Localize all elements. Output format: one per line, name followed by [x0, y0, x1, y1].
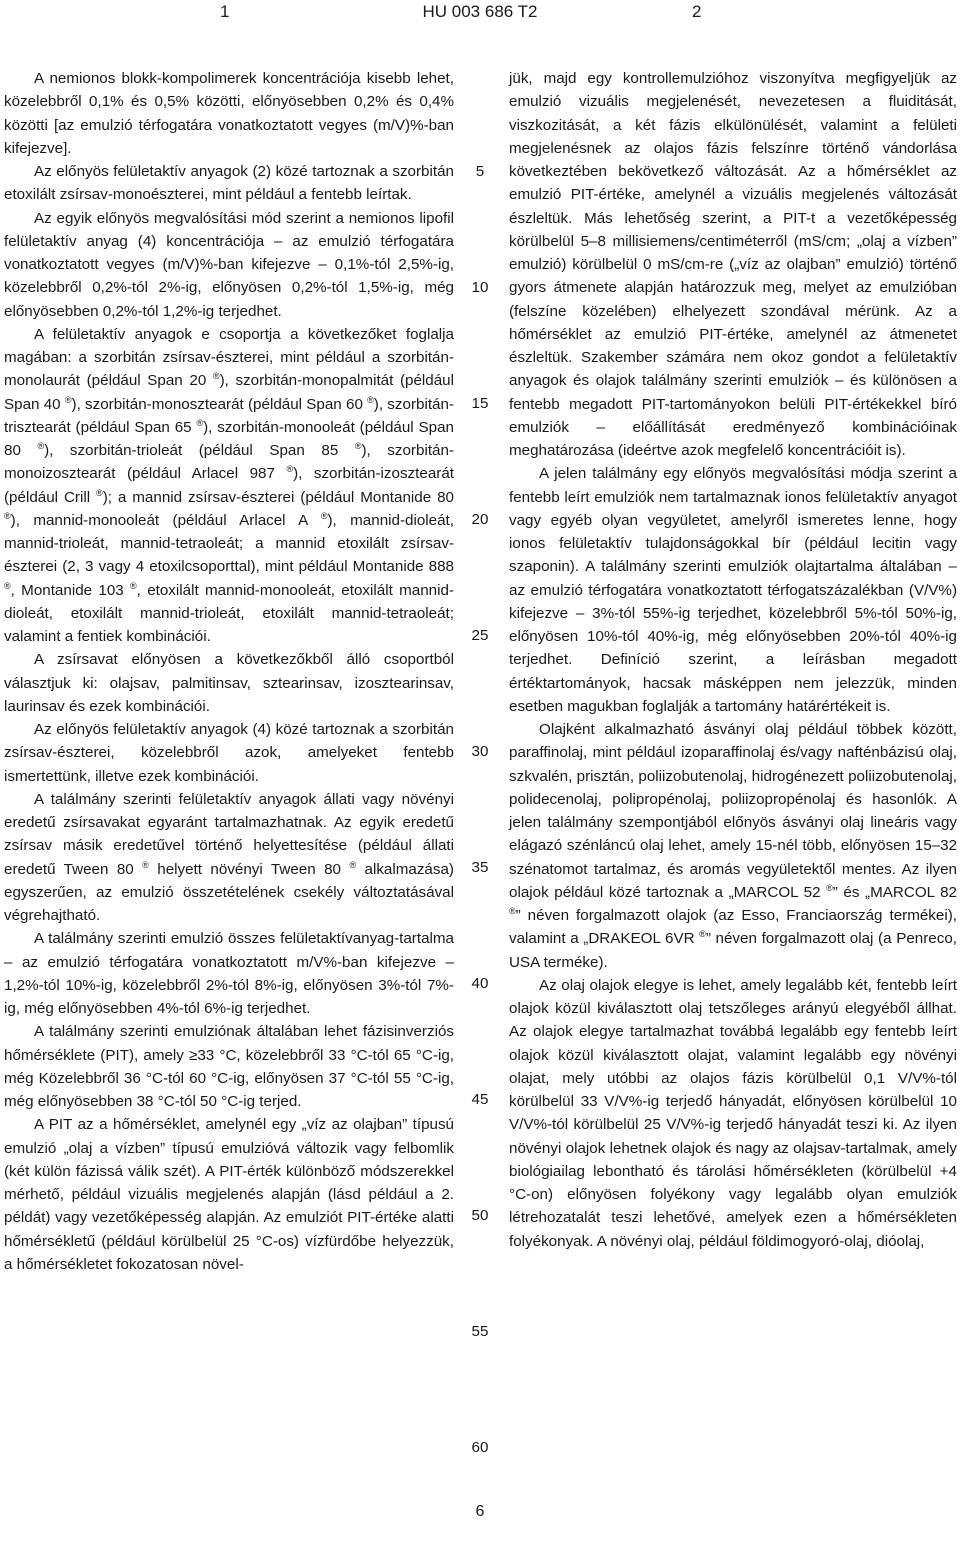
paragraph: A PIT az a hőmérséklet, amelynél egy „víz az olajban” típusú emulzió „olaj a vízben” típusú emulzióvá változik vagy felbomlik (két külön fázissá válik szét). A PIT-érték különböző módszerekkel mérhető, például vizuális megjelenés alapján (lásd például a 2. példát) vagy vezetőképesség alapján. Az emulziót PIT-értéke alatti hőmérsékletű (például körülbelül 25 °C-os) vízfürdőbe helyezzük, a hőmérsékletet fokozatosan növel-: [4, 1116, 454, 1273]
registered-mark: ®: [349, 859, 357, 870]
document-id: HU 003 686 T2: [422, 2, 538, 21]
paragraph: A találmány szerinti felületaktív anyagok állati vagy növényi eredetű zsírsavakat egyaránt tartalmazhatnak. Az egyik eredetű zsírsav másik eredetűvel történő helyettesítése (például állati eredetű Tween 80 ® helyett növényi Tween 80 ® alkalmazása) egyszerűen, az emulzió összetételének csekély változtatásával végrehajtható.: [4, 790, 454, 924]
line-number: 10: [471, 279, 489, 296]
registered-mark: ®: [212, 371, 220, 382]
registered-mark: ®: [826, 882, 833, 893]
registered-mark: ®: [4, 510, 11, 521]
paragraph: A találmány szerinti emulziónak általában lehet fázisinverziós hőmérséklete (PIT), amely ≥33 °C, közelebbről 33 °C-tól 65 °C-ig, még Közelebbről 36 °C-tól 60 °C-ig, előnyösen 37 °C-tól 55 °C-ig, még előnyösebben 38 °C-tól 50 °C-ig terjed.: [4, 1023, 454, 1110]
line-number: 55: [471, 1323, 489, 1340]
line-number: 50: [471, 1207, 489, 1224]
registered-mark: ®: [367, 394, 374, 405]
registered-mark: ®: [320, 510, 328, 521]
paragraph: A nemionos blokk-kompolimerek koncentrációja kisebb lehet, közelebbről 0,1% és 0,5% közötti, előnyösebben 0,2% és 0,4% közötti [az emulzió térfogatára vonatkoztatott vegyes (m/V)%-ban kifejezve].: [4, 70, 454, 157]
line-number: 25: [471, 627, 489, 644]
line-number-gutter: [460, 67, 500, 1487]
paragraph: Az egyik előnyös megvalósítási mód szerint a nemionos lipofil felületaktív anyag (4) koncentrációja – az emulzió térfogatára vonatkoztatott vegyes (m/V)%-ban kifejezve – 0,1%-tól 2,5%-ig, közelebbről 0,2%-tól 2%-ig, előnyösen 0,2%-tól 1,5%-ig, még előnyösebben 0,2%-tól 1,2%-ig terjedhet.: [4, 209, 454, 320]
line-number: 60: [471, 1439, 489, 1456]
left-column: [4, 67, 454, 1276]
registered-mark: ®: [96, 487, 103, 498]
registered-mark: ®: [4, 580, 11, 591]
line-number: 40: [471, 975, 489, 992]
line-number: 5: [475, 163, 485, 180]
paragraph: A jelen találmány egy előnyös megvalósítási módja szerint a fentebb leírt emulziók nem tartalmaznak ionos felületaktív anyagot vagy egyéb olyan vegyületet, amelyről ismeretes lenne, hogy ionos felületaktív tulajdonságokkal bír (például lecitin vagy szaponin). A találmány szerinti emulziók olajtartalma általában – az emulzió térfogatára vonatkoztatott térfogatszázalékban (V/V%) kifejezve – 3%-tól 55%-ig terjedhet, közelebbről 5%-tól 50%-ig, előnyösen 10%-tól 40%-ig, még előnyösebben 20%-tól 40%-ig terjedhet. Definíció szerint, a leírásban megadott értéktartományok, hacsak másképpen nem jelezzük, minden esetben magukban foglalják a tartomány határértékeit is.: [509, 465, 957, 715]
line-number: 45: [471, 1091, 489, 1108]
page-number: 6: [475, 1503, 485, 1520]
paragraph: A felületaktív anyagok e csoportja a következőket foglalja magában: a szorbitán zsírsav-észterei, mint például a szorbitán-monolaurát (például Span 20 ®), szorbitán-monopalmitát (például Span 40 ®), szorbitán-monosztearát (például Span 60 ®), szorbitán-trisztearát (például Span 65 ®), szorbitán-monooleát (például Span 80 ®), szorbitán-trioleát (például Span 85 ®), szorbitán-monoizosztearát (például Arlacel 987 ®), szorbitán-izosztearát (például Crill ®); a mannid zsírsav-észterei (például Montanide 80 ®), mannid-monooleát (például Arlacel A ®), mannid-dioleát, mannid-trioleát, mannid-tetraoleát; a mannid etoxilált zsírsav-észterei (2, 3 vagy 4 etoxilcsoporttal), mint például Montanide 888 ®, Montanide 103 ®, etoxilált mannid-monooleát, etoxilált mannid-dioleát, etoxilált mannid-trioleát, etoxilált mannid-tetraoleát; valamint a fentiek kombinációi.: [4, 325, 454, 645]
paragraph: Olajként alkalmazható ásványi olaj például többek között, paraffinolaj, mint például izoparaffinolaj és/vagy nafténbázisú olaj, szkvalén, prisztán, poliizobutenolaj, hidrogénezett poliizobutenolaj, polidecenolaj, polipropénolaj, poliizopropénolaj és hasonlók. A jelen találmány szempontjából előnyös ásványi olaj lineáris vagy elágazó szénláncú olaj lehet, amely 15-nél több, előnyösen 15–32 szénatomot tartalmaz, és aromás vegyületektől mentes. Az ilyen olajok például közé tartoznak a „MARCOL 52 ®” és „MARCOL 82 ®” néven forgalmazott olajok (az Esso, Franciaország termékei), valamint a „DRAKEOL 6VR ®” néven forgalmazott olaj (a Penreco, USA terméke).: [509, 721, 958, 971]
left-column-number: 1: [220, 2, 230, 21]
right-column: [509, 67, 957, 1253]
registered-mark: ®: [699, 929, 706, 940]
right-column-number: 2: [692, 2, 702, 21]
paragraph: A találmány szerinti emulzió összes felületaktívanyag-tartalma – az emulzió térfogatára vonatkoztatott m/V%-ban kifejezve – 1,2%-tól 10%-ig, közelebbről 2%-tól 8%-ig, előnyösen 3%-tól 7%-ig, még előnyösebben 4%-tól 6%-ig terjedhet.: [4, 930, 454, 1017]
line-number: 30: [471, 743, 489, 760]
paragraph: Az előnyös felületaktív anyagok (2) közé tartoznak a szorbitán etoxilált zsírsav-monoészterei, mint például a fentebb leírtak.: [4, 163, 454, 204]
paragraph: jük, majd egy kontrollemulzióhoz viszonyítva megfigyeljük az emulzió vizuális megjelenését, nevezetesen a fluiditását, viszkozitását, a két fázis elkülönülését, valamint a felületi megjelenésnek az olajos fázis felszínre történő vándorlása következtében bekövetkező változását. Az a hőmérséklet az emulzió PIT-értéke, amelynél a vizuális megjelenés változását észleltük. Más lehetőség szerint, a PIT-t a vezetőképesség körülbelül 5–8 millisiemens/centiméterről (mS/cm; „olaj a vízben” emulzió) körülbelül 0 mS/cm-re („víz az olajban” emulzió) történő gyors átmenete alapján határozzuk meg, melyet az emulzióban (felszíne közelében) elhelyezett szondával mérünk. Az a hőmérséklet az emulzió PIT-értéke, amelynél az átmenetet észleltük. Szakember számára nem okoz gondot a felületaktív anyagok és olajok találmány szerinti emulziók – és különösen a fentebb megadott PIT-tartományokon belüli PIT-értékekkel bíró emulziók – előállítását eredményező kombinációinak meghatározása (ideértve azok megfelelő koncentrációit is).: [509, 70, 957, 459]
registered-mark: ®: [196, 417, 204, 428]
paragraph: Az olaj olajok elegye is lehet, amely legalább két, fentebb leírt olajok közül kiválasztott olaj tetszőleges arányú elegyéből állhat. Az olajok elegye tartalmazhat továbbá legalább egy fentebb leírt olajok közül kiválasztott olajat, valamint legalább egy növényi olajat, mely utóbbi az olajos fázis körülbelül 0,1 V/V%-tól körülbelül 33 V/V%-ig terjedő hányadát, előnyösen körülbelül 10 V/V%-tól körülbelül 25 V/V%-ig terjedő hányadát teszi ki. Az ilyen növényi olajok lehetnek olajok és nagy az olajsav-tartalmak, amely biológiailag lebontható és tárolási hőmérsékleten (körülbelül +4 °C-on) előnyösen folyékony vagy legalább olyan emulziók létrehozatalát teszi lehetővé, amelyek ezen a hőmérsékleten folyékonyak. A növényi olaj, például földimogyoró-olaj, dióolaj,: [509, 976, 957, 1250]
registered-mark: ®: [354, 440, 362, 451]
paragraph: A zsírsavat előnyösen a következőkből álló csoportból választjuk ki: olajsav, palmitinsav, sztearinsav, izosztearinsav, laurinsav és ezek kombinációi.: [4, 651, 454, 715]
line-number: 35: [471, 859, 489, 876]
paragraph: Az előnyös felületaktív anyagok (4) közé tartoznak a szorbitán zsírsav-észterei, közelebbről azok, amelyeket fentebb ismertettünk, illetve ezek kombinációi.: [4, 721, 454, 785]
registered-mark: ®: [37, 440, 45, 451]
registered-mark: ®: [142, 859, 149, 870]
registered-mark: ®: [286, 464, 294, 475]
registered-mark: ®: [64, 394, 72, 405]
line-number: 15: [471, 395, 489, 412]
registered-mark: ®: [130, 580, 137, 591]
line-number: 20: [471, 511, 489, 528]
registered-mark: ®: [509, 905, 516, 916]
page-header: [0, 0, 960, 30]
